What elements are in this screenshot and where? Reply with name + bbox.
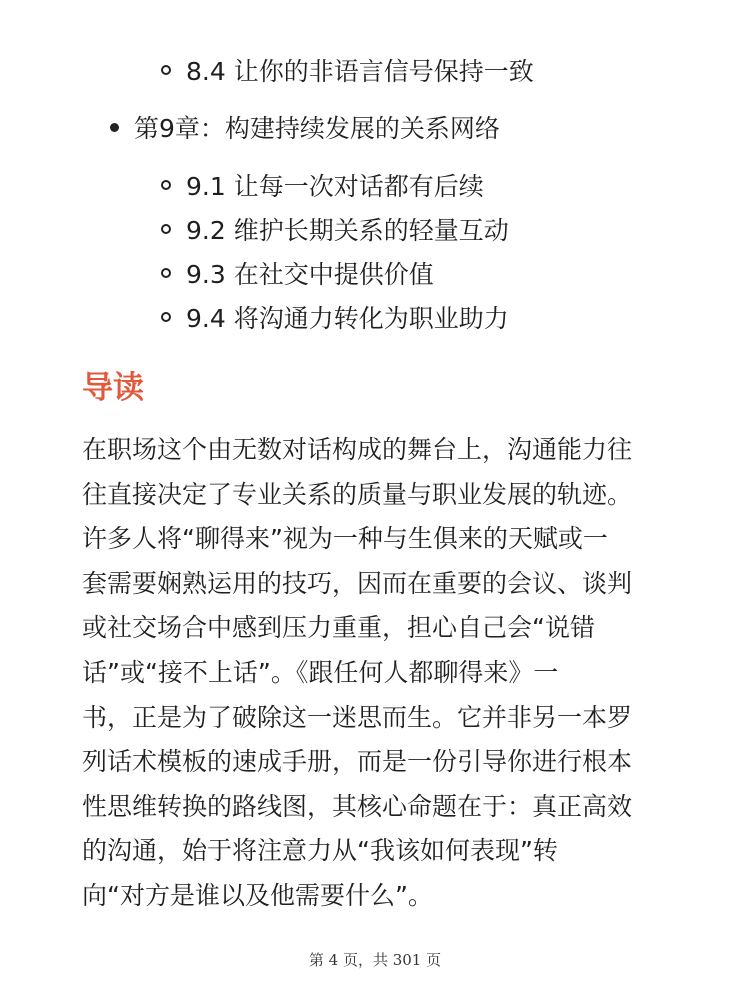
intro-paragraph	[82, 428, 672, 919]
paragraph-line: 书，正是为了破除这一迷思而生。它并非另一本罗	[82, 702, 633, 732]
paragraph-line: 往直接决定了专业关系的质量与职业发展的轨迹。	[82, 479, 633, 509]
toc-item-label: 9.4 将沟通力转化为职业助力	[186, 304, 509, 333]
paragraph-line: 套需要娴熟运用的技巧，因而在重要的会议、谈判	[82, 568, 633, 598]
circle-bullet-icon	[161, 180, 171, 190]
toc-item-9-3[interactable]	[161, 251, 434, 295]
circle-bullet-icon	[161, 65, 171, 75]
toc-chapter-9[interactable]	[110, 105, 500, 149]
paragraph-line: 性思维转换的路线图，其核心命题在于：真正高效	[82, 791, 633, 821]
paragraph-line: 话”或“接不上话”。《跟任何人都聊得来》一	[82, 657, 559, 687]
paragraph-line: 的沟通，始于将注意力从“我该如何表现”转	[82, 836, 558, 866]
circle-bullet-icon	[161, 224, 171, 234]
circle-bullet-icon	[161, 312, 171, 322]
intro-heading: 导读	[82, 370, 144, 406]
toc-item-label: 9.3 在社交中提供价值	[186, 260, 434, 289]
paragraph-line: 向“对方是谁以及他需要什么”。	[82, 880, 433, 910]
toc-item-label: 9.1 让每一次对话都有后续	[186, 172, 484, 201]
toc-item-9-2[interactable]	[161, 207, 509, 251]
paragraph-line: 列话术模板的速成手册，而是一份引导你进行根本	[82, 747, 633, 777]
paragraph-line: 在职场这个由无数对话构成的舞台上，沟通能力往	[82, 435, 633, 464]
toc-item-8-4[interactable]	[161, 48, 534, 92]
paragraph-line: 许多人将“聊得来”视为一种与生俱来的天赋或一	[82, 524, 608, 554]
disc-bullet-icon	[110, 123, 119, 132]
toc-item-9-4[interactable]	[161, 295, 509, 339]
toc-item-label: 8.4 让你的非语言信号保持一致	[186, 57, 534, 86]
toc-item-label: 9.2 维护长期关系的轻量互动	[186, 216, 509, 245]
page-number-footer: 第 4 页，共 301 页	[308, 951, 442, 969]
toc-chapter-label: 第9章：构建持续发展的关系网络	[134, 114, 500, 143]
toc-item-9-1[interactable]	[161, 163, 484, 207]
paragraph-line: 或社交场合中感到压力重重，担心自己会“说错	[82, 613, 595, 643]
circle-bullet-icon	[161, 268, 171, 278]
